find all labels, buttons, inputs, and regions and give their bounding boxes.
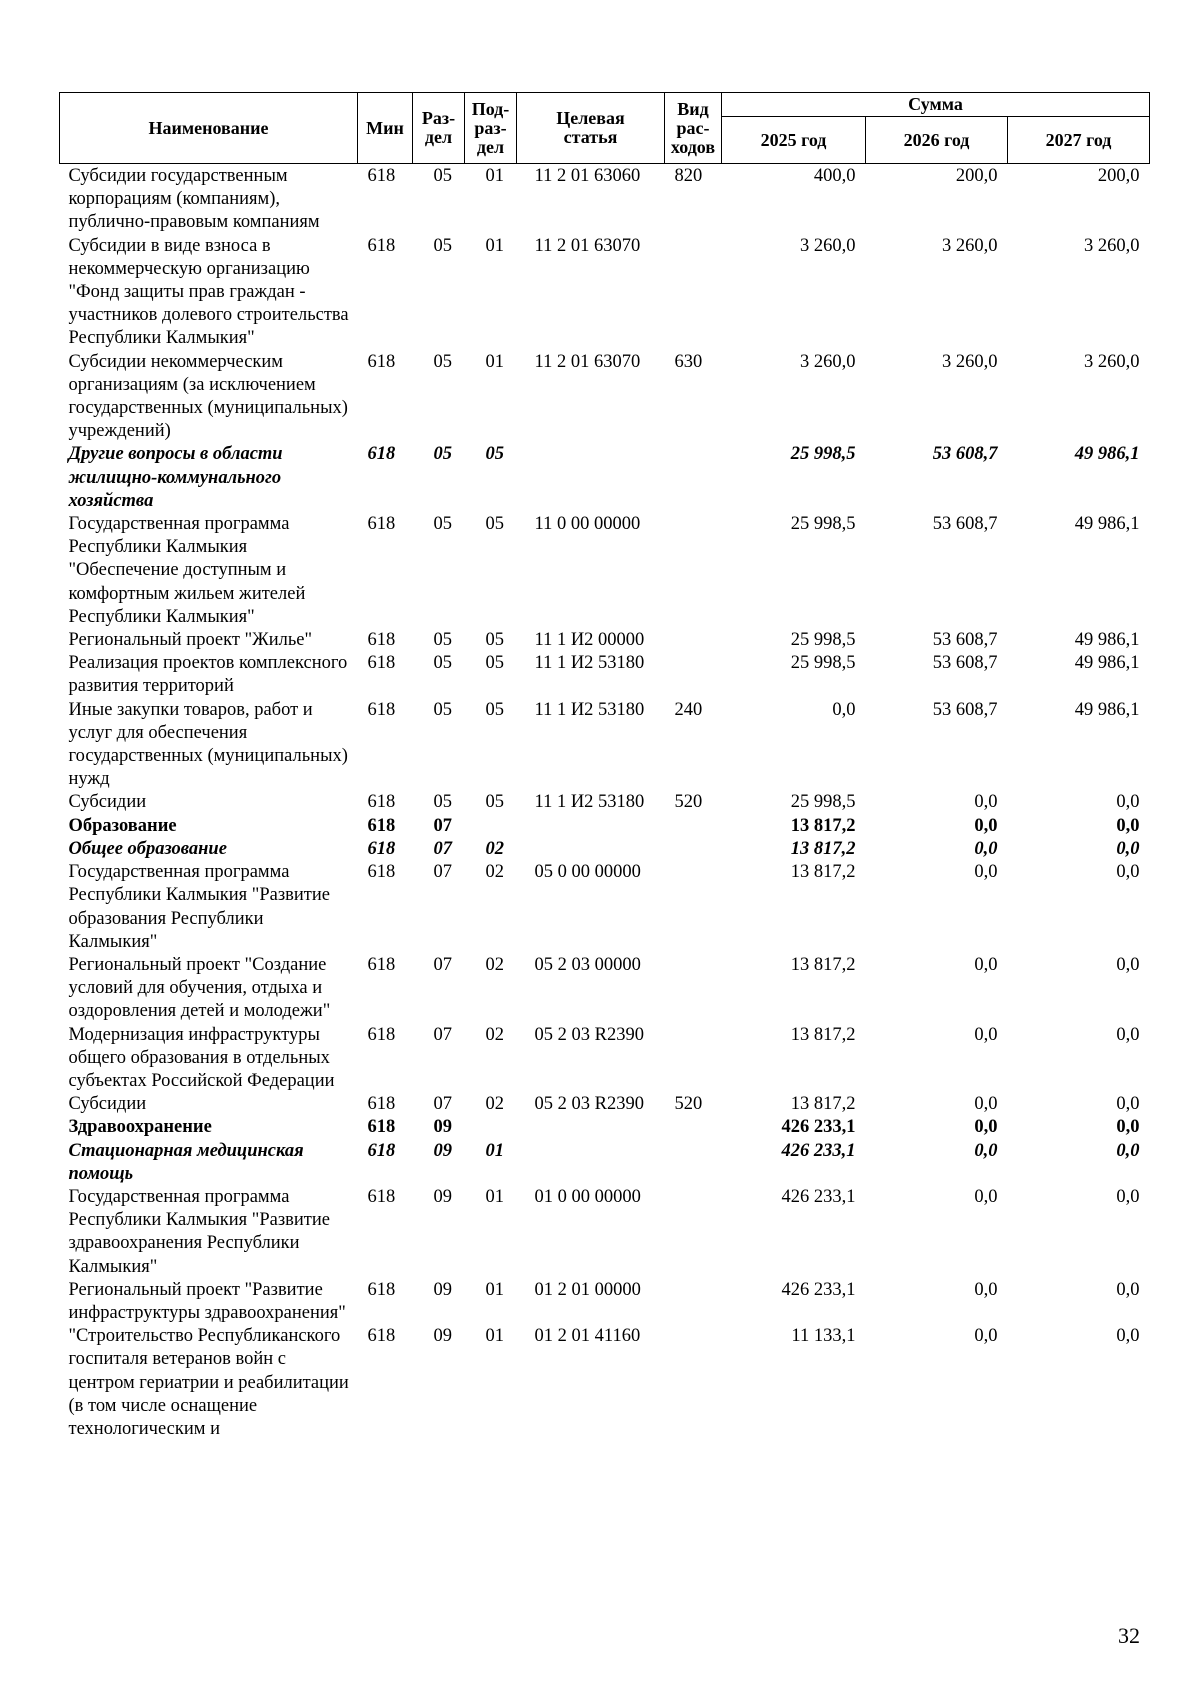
row-podrazdel: 05 — [485, 699, 504, 720]
row-name: Образование — [68, 815, 177, 836]
row-amount-2026: 53 608,7 — [932, 444, 998, 465]
row-podrazdel: 05 — [485, 630, 504, 651]
row-target-article — [517, 443, 665, 513]
row-target-article: 11 1 И2 53180 — [534, 699, 645, 720]
row-target-article: 05 0 00 00000 — [534, 862, 641, 883]
row-min: 618 — [367, 815, 396, 836]
row-podrazdel: 01 — [485, 235, 504, 256]
row-target-article: 05 2 03 R2390 — [534, 1024, 644, 1045]
row-podrazdel: 01 — [485, 1186, 504, 1207]
row-expense-type — [665, 235, 722, 351]
table-row — [60, 1116, 1150, 1139]
table-row — [60, 954, 1150, 1024]
row-amount-2025: 25 998,5 — [790, 653, 856, 674]
row-amount-2025: 25 998,5 — [790, 792, 856, 813]
row-razdel: 07 — [433, 954, 452, 975]
row-name: Субсидии — [68, 1094, 147, 1115]
row-expense-type — [665, 954, 722, 1024]
row-name: Стационарная медицинская помощь — [68, 1140, 304, 1184]
row-amount-2026: 0,0 — [974, 1326, 998, 1347]
row-name: "Строительство Республиканского госпиталя ветеранов войн с центром гериатрии и реабилитации (в том числе оснащение технологическим и — [68, 1326, 349, 1439]
row-podrazdel: 01 — [485, 1326, 504, 1347]
row-target-article — [517, 1140, 665, 1186]
row-razdel: 05 — [433, 351, 452, 372]
row-min: 618 — [367, 1140, 396, 1161]
row-amount-2025: 0,0 — [832, 699, 856, 720]
table-body — [60, 164, 1150, 1442]
row-name: Иные закупки товаров, работ и услуг для обеспечения государственных (муниципальных) нужд — [68, 699, 348, 790]
budget-table — [59, 92, 1150, 1441]
row-min: 618 — [367, 1279, 396, 1300]
row-name: Субсидии некоммерческим организациям (за исключением государственных (муниципальных) учреждений) — [68, 351, 348, 442]
row-target-article — [517, 1116, 665, 1139]
row-name: Государственная программа Республики Калмыкия "Обеспечение доступным и комфортным жильем жителей Республики Калмыкия" — [68, 514, 306, 627]
row-min: 618 — [367, 1117, 396, 1138]
row-target-article: 11 1 И2 53180 — [534, 792, 645, 813]
row-expense-type — [665, 861, 722, 954]
row-razdel: 05 — [433, 653, 452, 674]
row-podrazdel: 02 — [485, 862, 504, 883]
table-row — [60, 861, 1150, 954]
row-target-article: 05 2 03 00000 — [534, 954, 641, 975]
header-min: Мин — [358, 93, 413, 164]
row-expense-type: 520 — [674, 1094, 703, 1115]
header-target-article: Целевая статья — [517, 93, 665, 164]
row-amount-2027: 49 986,1 — [1074, 699, 1140, 720]
row-razdel: 09 — [433, 1279, 452, 1300]
row-target-article: 11 1 И2 00000 — [534, 630, 645, 651]
row-podrazdel: 01 — [485, 166, 504, 186]
row-expense-type — [665, 629, 722, 652]
row-razdel: 05 — [433, 444, 452, 465]
row-amount-2025: 426 233,1 — [781, 1140, 856, 1161]
row-amount-2025: 13 817,2 — [790, 862, 856, 883]
row-min: 618 — [367, 1094, 396, 1115]
row-amount-2026: 53 608,7 — [932, 630, 998, 651]
row-expense-type — [665, 1116, 722, 1139]
row-amount-2026: 53 608,7 — [932, 653, 998, 674]
row-amount-2026: 53 608,7 — [932, 699, 998, 720]
row-target-article: 05 2 03 R2390 — [534, 1094, 644, 1115]
row-amount-2026: 0,0 — [974, 1117, 998, 1138]
row-expense-type — [665, 815, 722, 838]
row-min: 618 — [367, 514, 396, 535]
row-amount-2027: 49 986,1 — [1074, 514, 1140, 535]
row-expense-type: 240 — [674, 699, 703, 720]
row-expense-type: 520 — [674, 792, 703, 813]
table-row — [60, 699, 1150, 792]
table-row — [60, 1186, 1150, 1279]
row-podrazdel: 01 — [485, 351, 504, 372]
row-razdel: 05 — [433, 166, 452, 186]
row-name: Субсидии в виде взноса в некоммерческую организацию "Фонд защиты прав граждан - участников долевого строительства Республики Калмыкия" — [68, 235, 349, 349]
row-amount-2025: 13 817,2 — [790, 838, 856, 859]
row-podrazdel — [465, 815, 517, 838]
row-amount-2026: 0,0 — [974, 1140, 998, 1161]
row-amount-2027: 0,0 — [1116, 954, 1140, 975]
row-amount-2027: 49 986,1 — [1074, 444, 1140, 465]
table-header — [60, 93, 1150, 164]
row-name: Другие вопросы в области жилищно-коммунального хозяйства — [68, 444, 283, 511]
table-row — [60, 513, 1150, 629]
row-podrazdel — [465, 1116, 517, 1139]
header-year-2027: 2027 год — [1008, 117, 1150, 164]
row-amount-2027: 0,0 — [1116, 1279, 1140, 1300]
row-podrazdel: 02 — [485, 838, 504, 859]
row-razdel: 09 — [433, 1117, 452, 1138]
row-razdel: 05 — [433, 235, 452, 256]
table-row — [60, 652, 1150, 698]
row-amount-2026: 0,0 — [974, 792, 998, 813]
row-amount-2027: 3 260,0 — [1084, 351, 1140, 372]
row-podrazdel: 01 — [485, 1279, 504, 1300]
header-year-2026: 2026 год — [866, 117, 1008, 164]
table-row — [60, 164, 1150, 235]
row-amount-2025: 3 260,0 — [800, 351, 856, 372]
row-razdel: 07 — [433, 838, 452, 859]
row-target-article: 11 1 И2 53180 — [534, 653, 645, 674]
header-podrazdel: Под- раз- дел — [465, 93, 517, 164]
row-name: Государственная программа Республики Калмыкия "Развитие здравоохранения Республики Калмыкия" — [68, 1186, 330, 1277]
row-target-article: 01 0 00 00000 — [534, 1186, 641, 1207]
row-amount-2025: 13 817,2 — [790, 954, 856, 975]
row-amount-2026: 0,0 — [974, 1094, 998, 1115]
row-podrazdel: 02 — [485, 954, 504, 975]
row-min: 618 — [367, 630, 396, 651]
row-expense-type — [665, 1024, 722, 1094]
row-podrazdel: 05 — [485, 444, 504, 465]
row-amount-2026: 3 260,0 — [942, 235, 998, 256]
row-amount-2025: 25 998,5 — [790, 630, 856, 651]
row-podrazdel: 05 — [485, 514, 504, 535]
row-amount-2027: 0,0 — [1116, 1024, 1140, 1045]
row-min: 618 — [367, 235, 396, 256]
header-year-2025: 2025 год — [722, 117, 866, 164]
row-target-article: 11 2 01 63060 — [534, 166, 641, 186]
row-amount-2027: 49 986,1 — [1074, 630, 1140, 651]
row-target-article — [517, 815, 665, 838]
table-row — [60, 1140, 1150, 1186]
row-name: Реализация проектов комплексного развития территорий — [68, 653, 348, 697]
row-amount-2025: 13 817,2 — [790, 1024, 856, 1045]
row-expense-type — [665, 1186, 722, 1279]
row-amount-2026: 0,0 — [974, 815, 998, 836]
row-amount-2025: 25 998,5 — [790, 514, 856, 535]
row-amount-2026: 0,0 — [974, 838, 998, 859]
row-razdel: 09 — [433, 1326, 452, 1347]
row-amount-2026: 0,0 — [974, 1186, 998, 1207]
row-podrazdel: 02 — [485, 1024, 504, 1045]
row-name: Субсидии — [68, 792, 147, 813]
row-amount-2026: 53 608,7 — [932, 514, 998, 535]
row-amount-2025: 13 817,2 — [790, 815, 856, 836]
row-amount-2025: 400,0 — [813, 166, 856, 186]
table-row — [60, 791, 1150, 814]
row-name: Субсидии государственным корпорациям (компаниям), публично-правовым компаниям — [68, 166, 320, 233]
row-amount-2025: 13 817,2 — [790, 1094, 856, 1115]
row-expense-type — [665, 1279, 722, 1325]
budget-table-container — [59, 92, 1149, 1441]
row-expense-type — [665, 513, 722, 629]
row-name: Государственная программа Республики Калмыкия "Развитие образования Республики Калмыкия" — [68, 862, 330, 952]
row-amount-2027: 0,0 — [1116, 1140, 1140, 1161]
table-row — [60, 1325, 1150, 1441]
row-min: 618 — [367, 166, 396, 186]
row-razdel: 07 — [433, 862, 452, 883]
table-row — [60, 838, 1150, 861]
row-amount-2027: 0,0 — [1116, 815, 1140, 836]
row-razdel: 09 — [433, 1186, 452, 1207]
row-target-article: 01 2 01 00000 — [534, 1279, 641, 1300]
row-target-article: 11 2 01 63070 — [534, 351, 641, 372]
row-expense-type: 630 — [674, 351, 703, 372]
row-amount-2027: 49 986,1 — [1074, 653, 1140, 674]
row-amount-2027: 0,0 — [1116, 838, 1140, 859]
table-row — [60, 351, 1150, 444]
page-number: 32 — [1118, 1623, 1140, 1648]
row-amount-2026: 0,0 — [974, 954, 998, 975]
row-amount-2026: 3 260,0 — [942, 351, 998, 372]
row-amount-2025: 426 233,1 — [781, 1186, 856, 1207]
header-sum: Сумма — [722, 93, 1150, 117]
row-min: 618 — [367, 653, 396, 674]
row-min: 618 — [367, 792, 396, 813]
row-podrazdel: 05 — [485, 653, 504, 674]
row-name: Модернизация инфраструктуры общего образования в отдельных субъектах Российской Федерации — [68, 1024, 335, 1091]
row-amount-2027: 200,0 — [1097, 166, 1140, 186]
row-min: 618 — [367, 1326, 396, 1347]
row-target-article: 01 2 01 41160 — [534, 1326, 641, 1347]
row-razdel: 05 — [433, 514, 452, 535]
row-name: Региональный проект "Развитие инфраструктуры здравоохранения" — [68, 1279, 346, 1323]
row-amount-2025: 426 233,1 — [781, 1279, 856, 1300]
row-min: 618 — [367, 699, 396, 720]
row-podrazdel: 05 — [485, 792, 504, 813]
row-razdel: 07 — [433, 1024, 452, 1045]
row-razdel: 05 — [433, 630, 452, 651]
row-name: Здравоохранение — [68, 1117, 212, 1138]
row-expense-type — [665, 1325, 722, 1441]
row-podrazdel: 02 — [485, 1094, 504, 1115]
table-row — [60, 443, 1150, 513]
row-amount-2027: 0,0 — [1116, 1117, 1140, 1138]
row-min: 618 — [367, 1024, 396, 1045]
row-min: 618 — [367, 444, 396, 465]
row-amount-2027: 3 260,0 — [1084, 235, 1140, 256]
row-expense-type — [665, 1140, 722, 1186]
row-name: Региональный проект "Жилье" — [68, 630, 313, 651]
row-amount-2027: 0,0 — [1116, 792, 1140, 813]
row-expense-type — [665, 652, 722, 698]
row-amount-2025: 11 133,1 — [791, 1326, 856, 1347]
table-row — [60, 1279, 1150, 1325]
row-amount-2026: 0,0 — [974, 862, 998, 883]
row-min: 618 — [367, 351, 396, 372]
row-razdel: 05 — [433, 792, 452, 813]
row-amount-2027: 0,0 — [1116, 1326, 1140, 1347]
row-amount-2027: 0,0 — [1116, 1094, 1140, 1115]
row-min: 618 — [367, 838, 396, 859]
row-target-article — [517, 838, 665, 861]
row-target-article: 11 0 00 00000 — [534, 514, 641, 535]
row-min: 618 — [367, 862, 396, 883]
row-amount-2027: 0,0 — [1116, 1186, 1140, 1207]
row-expense-type — [665, 443, 722, 513]
table-row — [60, 235, 1150, 351]
row-razdel: 07 — [433, 815, 452, 836]
row-podrazdel: 01 — [485, 1140, 504, 1161]
row-amount-2026: 0,0 — [974, 1024, 998, 1045]
row-min: 618 — [367, 954, 396, 975]
header-razdel: Раз- дел — [413, 93, 465, 164]
row-amount-2026: 200,0 — [955, 166, 998, 186]
header-expense-type: Вид рас- ходов — [665, 93, 722, 164]
row-name: Общее образование — [68, 838, 227, 859]
header-name: Наименование — [60, 93, 358, 164]
row-razdel: 09 — [433, 1140, 452, 1161]
table-row — [60, 815, 1150, 838]
row-razdel: 07 — [433, 1094, 452, 1115]
row-min: 618 — [367, 1186, 396, 1207]
row-name: Региональный проект "Создание условий для обучения, отдыха и оздоровления детей и молодежи" — [68, 954, 331, 1022]
row-target-article: 11 2 01 63070 — [534, 235, 641, 256]
row-amount-2025: 3 260,0 — [800, 235, 856, 256]
table-row — [60, 1093, 1150, 1116]
row-amount-2025: 25 998,5 — [790, 444, 856, 465]
table-row — [60, 1024, 1150, 1094]
row-amount-2026: 0,0 — [974, 1279, 998, 1300]
row-expense-type — [665, 838, 722, 861]
row-amount-2025: 426 233,1 — [781, 1117, 856, 1138]
row-expense-type: 820 — [674, 166, 703, 186]
row-razdel: 05 — [433, 699, 452, 720]
table-row — [60, 629, 1150, 652]
row-amount-2027: 0,0 — [1116, 862, 1140, 883]
